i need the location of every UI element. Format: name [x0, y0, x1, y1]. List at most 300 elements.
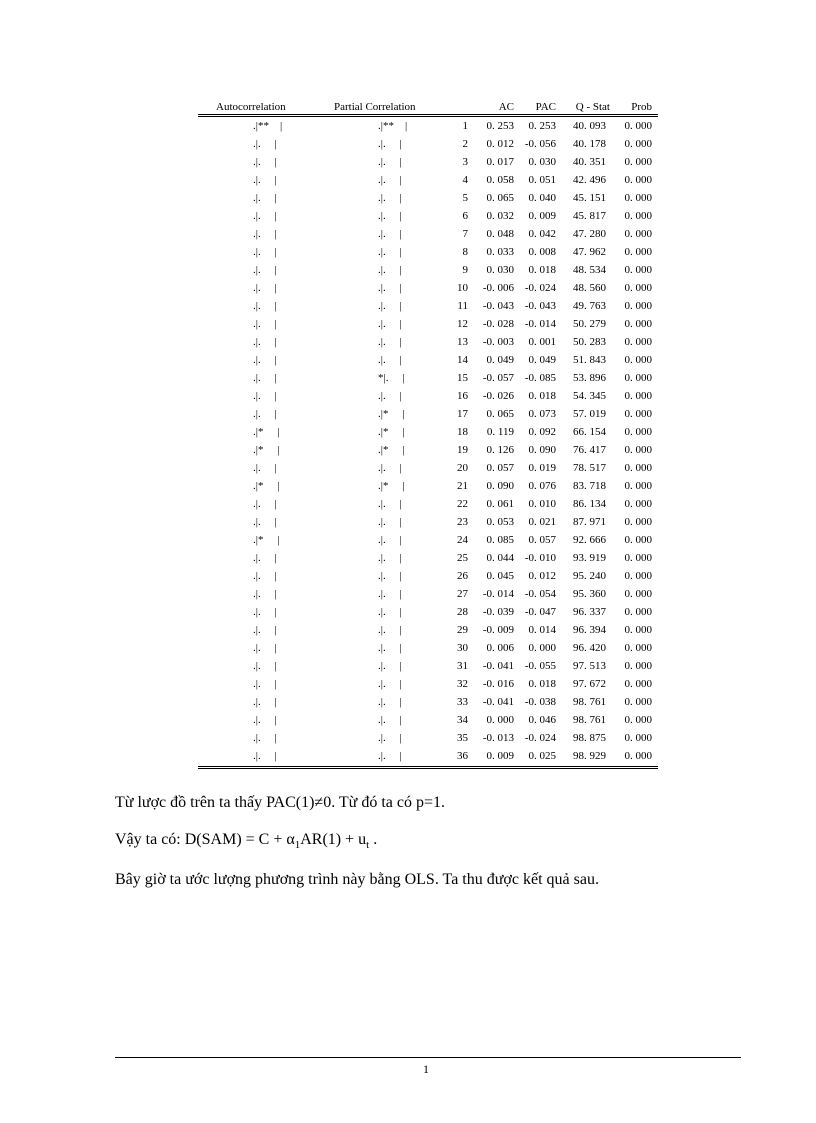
- lag-cell: 7: [462, 228, 468, 240]
- autocorrelation-bar: .|. |: [253, 462, 277, 474]
- lag-cell: 20: [457, 462, 468, 474]
- q-stat-cell: 96. 337: [573, 606, 606, 618]
- autocorrelation-bar: .|. |: [253, 354, 277, 366]
- partial-correlation-bar: .|. |: [378, 552, 402, 564]
- table-body: [198, 117, 658, 765]
- pac-cell: 0. 040: [528, 192, 556, 204]
- autocorrelation-bar: .|. |: [253, 390, 277, 402]
- ac-cell: -0. 006: [482, 282, 514, 294]
- q-stat-cell: 50. 279: [573, 318, 606, 330]
- ac-cell: -0. 057: [482, 372, 514, 384]
- prob-cell: 0. 000: [624, 480, 652, 492]
- pac-cell: 0. 049: [528, 354, 556, 366]
- table-row: [198, 531, 658, 549]
- table-row: [198, 495, 658, 513]
- autocorrelation-bar: .|. |: [253, 156, 277, 168]
- ac-cell: 0. 085: [486, 534, 514, 546]
- prob-cell: 0. 000: [624, 516, 652, 528]
- equation-middle: AR(1) + u: [300, 831, 367, 848]
- q-stat-cell: 95. 360: [573, 588, 606, 600]
- partial-correlation-bar: .|. |: [378, 696, 402, 708]
- pac-cell: 0. 012: [528, 570, 556, 582]
- partial-correlation-bar: .|. |: [378, 210, 402, 222]
- lag-cell: 30: [457, 642, 468, 654]
- partial-correlation-bar: .|* |: [378, 408, 405, 420]
- partial-correlation-bar: .|. |: [378, 678, 402, 690]
- q-stat-cell: 48. 534: [573, 264, 606, 276]
- q-stat-cell: 92. 666: [573, 534, 606, 546]
- lag-cell: 1: [462, 120, 468, 132]
- partial-correlation-bar: .|. |: [378, 660, 402, 672]
- table-row: [198, 693, 658, 711]
- prob-cell: 0. 000: [624, 714, 652, 726]
- partial-correlation-bar: .|. |: [378, 390, 402, 402]
- ac-cell: 0. 030: [486, 264, 514, 276]
- autocorrelation-bar: .|. |: [253, 300, 277, 312]
- lag-cell: 14: [457, 354, 468, 366]
- autocorrelation-bar: .|. |: [253, 246, 277, 258]
- pac-cell: 0. 046: [528, 714, 556, 726]
- partial-correlation-bar: .|. |: [378, 516, 402, 528]
- q-stat-cell: 86. 134: [573, 498, 606, 510]
- autocorrelation-bar: .|* |: [253, 444, 280, 456]
- pac-cell: -0. 043: [524, 300, 556, 312]
- q-stat-cell: 87. 971: [573, 516, 606, 528]
- partial-correlation-bar: .|. |: [378, 570, 402, 582]
- footer-rule: [115, 1057, 741, 1058]
- ac-cell: 0. 032: [486, 210, 514, 222]
- ac-cell: -0. 028: [482, 318, 514, 330]
- ac-cell: 0. 033: [486, 246, 514, 258]
- pac-cell: 0. 076: [528, 480, 556, 492]
- prob-cell: 0. 000: [624, 552, 652, 564]
- table-row: [198, 441, 658, 459]
- partial-correlation-bar: .|** |: [378, 120, 408, 132]
- pac-cell: 0. 057: [528, 534, 556, 546]
- autocorrelation-bar: .|. |: [253, 282, 277, 294]
- partial-correlation-bar: .|* |: [378, 426, 405, 438]
- table-row: [198, 729, 658, 747]
- lag-cell: 11: [457, 300, 468, 312]
- pac-cell: -0. 010: [524, 552, 556, 564]
- q-stat-cell: 83. 718: [573, 480, 606, 492]
- partial-correlation-bar: .|. |: [378, 156, 402, 168]
- prob-cell: 0. 000: [624, 444, 652, 456]
- q-stat-cell: 47. 962: [573, 246, 606, 258]
- prob-cell: 0. 000: [624, 264, 652, 276]
- q-stat-cell: 40. 093: [573, 120, 606, 132]
- ac-cell: 0. 048: [486, 228, 514, 240]
- q-stat-cell: 40. 351: [573, 156, 606, 168]
- autocorrelation-bar: .|. |: [253, 624, 277, 636]
- prob-cell: 0. 000: [624, 174, 652, 186]
- q-stat-cell: 97. 672: [573, 678, 606, 690]
- q-stat-cell: 96. 394: [573, 624, 606, 636]
- partial-correlation-bar: .|. |: [378, 282, 402, 294]
- paragraph-pac-conclusion: Từ lược đồ trên ta thấy PAC(1)≠0. Từ đó ta có p=1.: [115, 794, 446, 811]
- alpha-subscript: 1: [294, 839, 301, 852]
- prob-cell: 0. 000: [624, 372, 652, 384]
- ac-cell: -0. 043: [482, 300, 514, 312]
- prob-cell: 0. 000: [624, 732, 652, 744]
- lag-cell: 8: [462, 246, 468, 258]
- prob-cell: 0. 000: [624, 660, 652, 672]
- correlogram-table: [198, 97, 658, 769]
- lag-cell: 9: [462, 264, 468, 276]
- autocorrelation-bar: .|. |: [253, 732, 277, 744]
- table-row: [198, 333, 658, 351]
- lag-cell: 13: [457, 336, 468, 348]
- pac-cell: 0. 018: [528, 678, 556, 690]
- q-stat-cell: 57. 019: [573, 408, 606, 420]
- header-prob: Prob: [631, 101, 652, 113]
- lag-cell: 12: [457, 318, 468, 330]
- pac-cell: -0. 047: [524, 606, 556, 618]
- autocorrelation-bar: .|. |: [253, 660, 277, 672]
- table-row: [198, 189, 658, 207]
- table-row: [198, 747, 658, 765]
- pac-cell: 0. 092: [528, 426, 556, 438]
- autocorrelation-bar: .|. |: [253, 714, 277, 726]
- ac-cell: 0. 058: [486, 174, 514, 186]
- prob-cell: 0. 000: [624, 390, 652, 402]
- u-subscript: t: [366, 839, 370, 852]
- lag-cell: 21: [457, 480, 468, 492]
- autocorrelation-bar: .|. |: [253, 210, 277, 222]
- paragraph-model-equation: [115, 831, 377, 851]
- q-stat-cell: 98. 761: [573, 714, 606, 726]
- pac-cell: 0. 009: [528, 210, 556, 222]
- table-row: [198, 549, 658, 567]
- prob-cell: 0. 000: [624, 696, 652, 708]
- partial-correlation-bar: .|. |: [378, 246, 402, 258]
- table-row: [198, 225, 658, 243]
- lag-cell: 29: [457, 624, 468, 636]
- lag-cell: 33: [457, 696, 468, 708]
- q-stat-cell: 98. 761: [573, 696, 606, 708]
- q-stat-cell: 50. 283: [573, 336, 606, 348]
- header-ac: AC: [498, 101, 514, 113]
- lag-cell: 25: [457, 552, 468, 564]
- header-pac: PAC: [535, 101, 556, 113]
- partial-correlation-bar: .|. |: [378, 318, 402, 330]
- table-row: [198, 369, 658, 387]
- table-row: [198, 459, 658, 477]
- autocorrelation-bar: .|. |: [253, 642, 277, 654]
- pac-cell: -0. 014: [524, 318, 556, 330]
- ac-cell: -0. 013: [482, 732, 514, 744]
- ac-cell: 0. 012: [486, 138, 514, 150]
- table-row: [198, 621, 658, 639]
- autocorrelation-bar: .|. |: [253, 750, 277, 762]
- autocorrelation-bar: .|** |: [253, 120, 283, 132]
- prob-cell: 0. 000: [624, 642, 652, 654]
- ac-cell: 0. 044: [486, 552, 514, 564]
- autocorrelation-bar: .|. |: [253, 498, 277, 510]
- table-row: [198, 675, 658, 693]
- autocorrelation-bar: .|. |: [253, 372, 277, 384]
- table-row: [198, 171, 658, 189]
- ac-cell: 0. 000: [486, 714, 514, 726]
- pac-cell: 0. 001: [528, 336, 556, 348]
- q-stat-cell: 97. 513: [573, 660, 606, 672]
- lag-cell: 23: [457, 516, 468, 528]
- ac-cell: -0. 039: [482, 606, 514, 618]
- autocorrelation-bar: .|. |: [253, 516, 277, 528]
- partial-correlation-bar: .|. |: [378, 192, 402, 204]
- lag-cell: 34: [457, 714, 468, 726]
- table-row: [198, 153, 658, 171]
- q-stat-cell: 66. 154: [573, 426, 606, 438]
- partial-correlation-bar: .|. |: [378, 174, 402, 186]
- ac-cell: 0. 061: [486, 498, 514, 510]
- lag-cell: 2: [462, 138, 468, 150]
- ac-cell: 0. 057: [486, 462, 514, 474]
- q-stat-cell: 76. 417: [573, 444, 606, 456]
- pac-cell: -0. 055: [524, 660, 556, 672]
- equation-prefix: Vậy ta có: D(SAM) = C + α: [115, 831, 295, 848]
- table-header: [198, 97, 658, 117]
- lag-cell: 31: [457, 660, 468, 672]
- prob-cell: 0. 000: [624, 336, 652, 348]
- prob-cell: 0. 000: [624, 210, 652, 222]
- prob-cell: 0. 000: [624, 534, 652, 546]
- pac-cell: 0. 090: [528, 444, 556, 456]
- ac-cell: -0. 041: [482, 660, 514, 672]
- q-stat-cell: 96. 420: [573, 642, 606, 654]
- partial-correlation-bar: *|. |: [378, 372, 405, 384]
- partial-correlation-bar: .|. |: [378, 606, 402, 618]
- partial-correlation-bar: .|. |: [378, 534, 402, 546]
- prob-cell: 0. 000: [624, 462, 652, 474]
- pac-cell: 0. 030: [528, 156, 556, 168]
- prob-cell: 0. 000: [624, 282, 652, 294]
- lag-cell: 26: [457, 570, 468, 582]
- partial-correlation-bar: .|. |: [378, 642, 402, 654]
- table-row: [198, 315, 658, 333]
- ac-cell: -0. 041: [482, 696, 514, 708]
- ac-cell: 0. 065: [486, 408, 514, 420]
- pac-cell: -0. 024: [524, 282, 556, 294]
- ac-cell: 0. 253: [486, 120, 514, 132]
- pac-cell: 0. 253: [528, 120, 556, 132]
- lag-cell: 32: [457, 678, 468, 690]
- lag-cell: 15: [457, 372, 468, 384]
- pac-cell: 0. 018: [528, 390, 556, 402]
- table-row: [198, 243, 658, 261]
- q-stat-cell: 98. 929: [573, 750, 606, 762]
- pac-cell: -0. 038: [524, 696, 556, 708]
- lag-cell: 5: [462, 192, 468, 204]
- table-row: [198, 279, 658, 297]
- equation-suffix: .: [369, 831, 378, 848]
- ac-cell: 0. 119: [486, 426, 514, 438]
- lag-cell: 10: [457, 282, 468, 294]
- prob-cell: 0. 000: [624, 408, 652, 420]
- table-row: [198, 207, 658, 225]
- prob-cell: 0. 000: [624, 300, 652, 312]
- partial-correlation-bar: .|. |: [378, 336, 402, 348]
- pac-cell: 0. 042: [528, 228, 556, 240]
- q-stat-cell: 49. 763: [573, 300, 606, 312]
- lag-cell: 17: [457, 408, 468, 420]
- ac-cell: 0. 049: [486, 354, 514, 366]
- table-row: [198, 711, 658, 729]
- header-partial-correlation: Partial Correlation: [334, 101, 416, 113]
- pac-cell: -0. 056: [524, 138, 556, 150]
- autocorrelation-bar: .|. |: [253, 228, 277, 240]
- lag-cell: 4: [462, 174, 468, 186]
- lag-cell: 16: [457, 390, 468, 402]
- q-stat-cell: 45. 151: [573, 192, 606, 204]
- pac-cell: 0. 021: [528, 516, 556, 528]
- prob-cell: 0. 000: [624, 588, 652, 600]
- lag-cell: 18: [457, 426, 468, 438]
- prob-cell: 0. 000: [624, 138, 652, 150]
- table-row: [198, 423, 658, 441]
- prob-cell: 0. 000: [624, 624, 652, 636]
- table-row: [198, 639, 658, 657]
- pac-cell: 0. 051: [528, 174, 556, 186]
- pac-cell: 0. 010: [528, 498, 556, 510]
- pac-cell: -0. 024: [524, 732, 556, 744]
- lag-cell: 19: [457, 444, 468, 456]
- lag-cell: 3: [462, 156, 468, 168]
- q-stat-cell: 95. 240: [573, 570, 606, 582]
- table-row: [198, 387, 658, 405]
- partial-correlation-bar: .|. |: [378, 462, 402, 474]
- autocorrelation-bar: .|. |: [253, 318, 277, 330]
- table-row: [198, 567, 658, 585]
- partial-correlation-bar: .|. |: [378, 228, 402, 240]
- ac-cell: -0. 016: [482, 678, 514, 690]
- pac-cell: 0. 008: [528, 246, 556, 258]
- table-row: [198, 261, 658, 279]
- q-stat-cell: 45. 817: [573, 210, 606, 222]
- table-row: [198, 657, 658, 675]
- pac-cell: 0. 025: [528, 750, 556, 762]
- ac-cell: 0. 006: [486, 642, 514, 654]
- prob-cell: 0. 000: [624, 246, 652, 258]
- lag-cell: 28: [457, 606, 468, 618]
- lag-cell: 35: [457, 732, 468, 744]
- q-stat-cell: 78. 517: [573, 462, 606, 474]
- partial-correlation-bar: .|. |: [378, 588, 402, 600]
- autocorrelation-bar: .|* |: [253, 534, 280, 546]
- table-row: [198, 297, 658, 315]
- partial-correlation-bar: .|* |: [378, 480, 405, 492]
- prob-cell: 0. 000: [624, 606, 652, 618]
- ac-cell: -0. 003: [482, 336, 514, 348]
- autocorrelation-bar: .|. |: [253, 696, 277, 708]
- table-row: [198, 603, 658, 621]
- q-stat-cell: 47. 280: [573, 228, 606, 240]
- autocorrelation-bar: .|. |: [253, 678, 277, 690]
- pac-cell: 0. 073: [528, 408, 556, 420]
- partial-correlation-bar: .|. |: [378, 732, 402, 744]
- ac-cell: 0. 009: [486, 750, 514, 762]
- prob-cell: 0. 000: [624, 354, 652, 366]
- ac-cell: 0. 017: [486, 156, 514, 168]
- q-stat-cell: 98. 875: [573, 732, 606, 744]
- pac-cell: -0. 085: [524, 372, 556, 384]
- ac-cell: 0. 053: [486, 516, 514, 528]
- partial-correlation-bar: .|. |: [378, 498, 402, 510]
- autocorrelation-bar: .|. |: [253, 192, 277, 204]
- prob-cell: 0. 000: [624, 678, 652, 690]
- autocorrelation-bar: .|. |: [253, 552, 277, 564]
- table-row: [198, 513, 658, 531]
- pac-cell: 0. 000: [528, 642, 556, 654]
- table-row: [198, 135, 658, 153]
- partial-correlation-bar: .|. |: [378, 264, 402, 276]
- partial-correlation-bar: .|* |: [378, 444, 405, 456]
- autocorrelation-bar: .|. |: [253, 174, 277, 186]
- lag-cell: 6: [462, 210, 468, 222]
- ac-cell: -0. 026: [482, 390, 514, 402]
- q-stat-cell: 51. 843: [573, 354, 606, 366]
- table-bottom-rule: [198, 766, 658, 769]
- prob-cell: 0. 000: [624, 192, 652, 204]
- partial-correlation-bar: .|. |: [378, 750, 402, 762]
- pac-cell: 0. 018: [528, 264, 556, 276]
- q-stat-cell: 93. 919: [573, 552, 606, 564]
- lag-cell: 24: [457, 534, 468, 546]
- q-stat-cell: 42. 496: [573, 174, 606, 186]
- lag-cell: 36: [457, 750, 468, 762]
- partial-correlation-bar: .|. |: [378, 354, 402, 366]
- autocorrelation-bar: .|. |: [253, 588, 277, 600]
- prob-cell: 0. 000: [624, 228, 652, 240]
- prob-cell: 0. 000: [624, 426, 652, 438]
- table-row: [198, 405, 658, 423]
- lag-cell: 22: [457, 498, 468, 510]
- q-stat-cell: 48. 560: [573, 282, 606, 294]
- pac-cell: 0. 014: [528, 624, 556, 636]
- partial-correlation-bar: .|. |: [378, 714, 402, 726]
- autocorrelation-bar: .|. |: [253, 570, 277, 582]
- autocorrelation-bar: .|. |: [253, 408, 277, 420]
- autocorrelation-bar: .|* |: [253, 426, 280, 438]
- q-stat-cell: 53. 896: [573, 372, 606, 384]
- ac-cell: 0. 045: [486, 570, 514, 582]
- pac-cell: -0. 054: [524, 588, 556, 600]
- autocorrelation-bar: .|. |: [253, 336, 277, 348]
- autocorrelation-bar: .|. |: [253, 138, 277, 150]
- paragraph-ols-estimation: Bây giờ ta ước lượng phương trình này bằng OLS. Ta thu được kết quả sau.: [115, 871, 599, 888]
- partial-correlation-bar: .|. |: [378, 300, 402, 312]
- pac-cell: 0. 019: [528, 462, 556, 474]
- prob-cell: 0. 000: [624, 120, 652, 132]
- ac-cell: 0. 126: [486, 444, 514, 456]
- prob-cell: 0. 000: [624, 498, 652, 510]
- autocorrelation-bar: .|* |: [253, 480, 280, 492]
- ac-cell: -0. 009: [482, 624, 514, 636]
- page-number: 1: [423, 1062, 429, 1076]
- ac-cell: -0. 014: [482, 588, 514, 600]
- table-row: [198, 585, 658, 603]
- autocorrelation-bar: .|. |: [253, 264, 277, 276]
- q-stat-cell: 40. 178: [573, 138, 606, 150]
- partial-correlation-bar: .|. |: [378, 138, 402, 150]
- prob-cell: 0. 000: [624, 318, 652, 330]
- table-row: [198, 117, 658, 135]
- header-q-stat: Q - Stat: [575, 101, 610, 113]
- table-row: [198, 351, 658, 369]
- header-autocorrelation: Autocorrelation: [216, 101, 286, 113]
- q-stat-cell: 54. 345: [573, 390, 606, 402]
- prob-cell: 0. 000: [624, 750, 652, 762]
